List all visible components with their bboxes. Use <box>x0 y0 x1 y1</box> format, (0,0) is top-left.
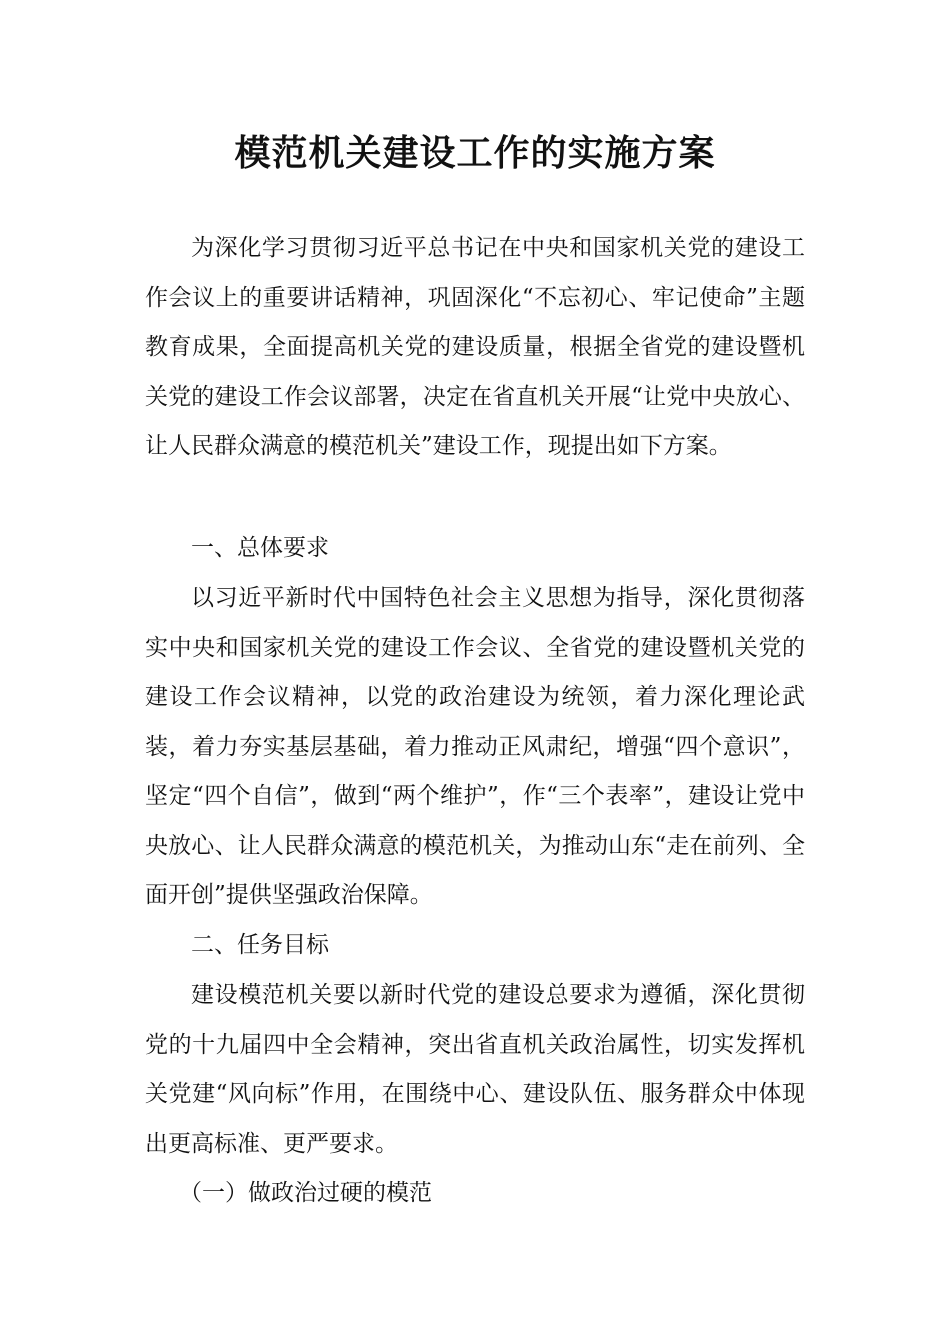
document-title: 模范机关建设工作的实施方案 <box>234 133 716 174</box>
section-body-overall-requirements: 以习近平新时代中国特色社会主义思想为指导，深化贯彻落实中央和国家机关党的建设工作会议、全省党的建设暨机关党的建设工作会议精神，以党的政治建设为统领，着力深化理论武装，着力夯实基层基础，着力推动正风肃纪，增强“四个意识”，坚定“四个自信”，做到“两个维护”，作“三个表率”，建设让党中央放心、让人民群众满意的模范机关，为推动山东“走在前列、全面开创”提供坚强政治保障。 <box>145 585 805 908</box>
section-body-task-goals: 建设模范机关要以新时代党的建设总要求为遵循，深化贯彻党的十九届四中全会精神，突出省直机关政治属性，切实发挥机关党建“风向标”作用，在围绕中心、建设队伍、服务群众中体现出更高标准、更严要求。 <box>145 982 805 1157</box>
intro-paragraph: 为深化学习贯彻习近平总书记在中央和国家机关党的建设工作会议上的重要讲话精神，巩固深化“不忘初心、牢记使命”主题教育成果，全面提高机关党的建设质量，根据全省党的建设暨机关党的建设工作会议部署，决定在省直机关开展“让党中央放心、让人民群众满意的模范机关”建设工作，现提出如下方案。 <box>145 235 805 459</box>
section-heading-overall-requirements: 一、总体要求 <box>191 535 329 561</box>
section-heading-task-goals: 二、任务目标 <box>191 932 329 958</box>
subsection-heading-political-model: （一）做政治过硬的模范 <box>179 1180 432 1206</box>
